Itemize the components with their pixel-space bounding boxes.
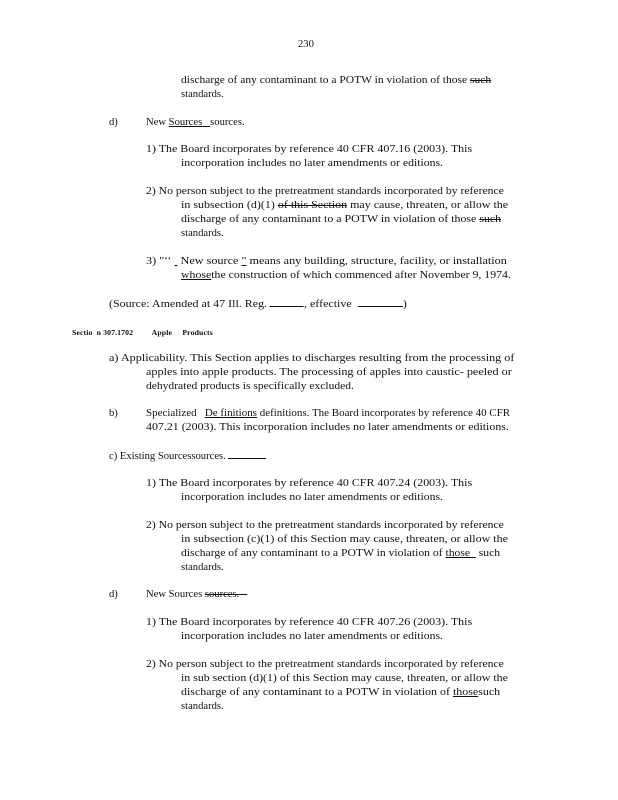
text-line (181, 74, 491, 87)
list-label: b) (109, 408, 118, 419)
text-span: definitions. The Board incorporates by reference 40 CFR (259, 408, 511, 419)
blank-rule (270, 297, 304, 307)
text-span: New (146, 117, 167, 128)
text-span: n 307.1702 (96, 328, 134, 337)
underlined-text: those (445, 548, 471, 559)
text-line (146, 407, 510, 420)
text-span: such (478, 687, 501, 698)
list-label: d) (109, 117, 118, 128)
text-span: (Source: Amended at 47 Ill. Reg. (109, 299, 268, 310)
underlined-text: whose (181, 270, 212, 281)
list-label: d) (109, 589, 118, 600)
text-span: may cause, threaten, or allow the (350, 200, 509, 211)
subsection-title (146, 116, 245, 129)
text-line: 1) The Board incorporates by reference 40 CFR 407.26 (2003). This (146, 617, 473, 628)
text-line: standards. (181, 701, 224, 712)
text-span: Products (182, 328, 213, 337)
text-line (181, 199, 508, 212)
blank-rule (358, 297, 403, 307)
text-line: dehydrated products is specifically excluded. (146, 381, 354, 392)
text-span: Sectio (72, 328, 93, 337)
text-line (181, 686, 500, 699)
text-span: sources. (210, 117, 245, 128)
text-span: c) Existing Sourcessources. (109, 451, 226, 462)
text-line: in subsection (c)(1) of this Section may cause, threaten, or allow the (181, 534, 508, 545)
text-line: incorporation includes no later amendments or editions. (181, 158, 444, 169)
text-line: apples into apple products. The processing of apples into caustic- peeled or (146, 367, 512, 378)
source-note (109, 297, 407, 311)
text-line: incorporation includes no later amendments or editions. (181, 492, 444, 503)
struck-text: of this Section (277, 200, 348, 211)
underlined-text (470, 548, 476, 559)
underlined-text: Sources (168, 117, 203, 128)
text-span: in subsection (d)(1) (181, 200, 275, 211)
subsection-title (109, 449, 266, 463)
text-line: 1) The Board incorporates by reference 40 CFR 407.16 (2003). This (146, 144, 473, 155)
struck-text (239, 589, 247, 600)
text-line: a) Applicability. This Section applies to discharges resulting from the processing of (109, 353, 515, 364)
underlined-text: De finitions (204, 408, 257, 419)
text-line: 2) No person subject to the pretreatment standards incorporated by reference (146, 186, 504, 197)
text-span: discharge of any contaminant to a POTW in violation of (181, 687, 450, 698)
text-line: standards. (181, 562, 224, 573)
text-line (181, 269, 511, 282)
text-line (181, 213, 501, 226)
text-span: such (478, 548, 501, 559)
text-span: New Sources (146, 589, 203, 600)
text-line: standards. (181, 228, 224, 239)
text-span: New source (180, 256, 239, 267)
text-line (146, 255, 507, 268)
text-line: 2) No person subject to the pretreatment standards incorporated by reference (146, 659, 504, 670)
text-span: discharge of any contaminant to a POTW in violation of (181, 548, 443, 559)
text-line: 407.21 (2003). This incorporation includes no later amendments or editions. (146, 422, 509, 433)
struck-text: such (479, 214, 502, 225)
text-span: Apple (151, 328, 173, 337)
page-number: 230 (298, 39, 314, 50)
text-span: means any building, structure, facility, or installation (249, 256, 507, 267)
section-heading (72, 326, 213, 339)
blank-rule (228, 449, 266, 459)
underlined-text: those (452, 687, 479, 698)
text-line: incorporation includes no later amendments or editions. (181, 631, 444, 642)
text-span: the construction of which commenced after November 9, 1974. (211, 270, 511, 281)
text-line: 2) No person subject to the pretreatment standards incorporated by reference (146, 520, 504, 531)
text-line (181, 547, 500, 560)
text-span: discharge of any contaminant to a POTW in violation of those (181, 75, 468, 86)
text-line: 1) The Board incorporates by reference 40 CFR 407.24 (2003). This (146, 478, 473, 489)
text-span: discharge of any contaminant to a POTW in violation of those (181, 214, 477, 225)
struck-text: such (470, 75, 492, 86)
text-span: , effective (303, 299, 352, 310)
struck-text: sources. (204, 589, 240, 600)
text-line: in sub section (d)(1) of this Section may cause, threaten, or allow the (181, 673, 508, 684)
text-span: Specialized (146, 408, 197, 419)
underlined-text (202, 117, 210, 128)
subsection-title (146, 588, 247, 601)
underlined-text: " (241, 256, 247, 267)
text-span: 3) "‘‘ (146, 256, 172, 267)
text-line: standards. (181, 89, 224, 100)
underlined-text (174, 256, 177, 267)
text-span: ) (402, 299, 407, 310)
